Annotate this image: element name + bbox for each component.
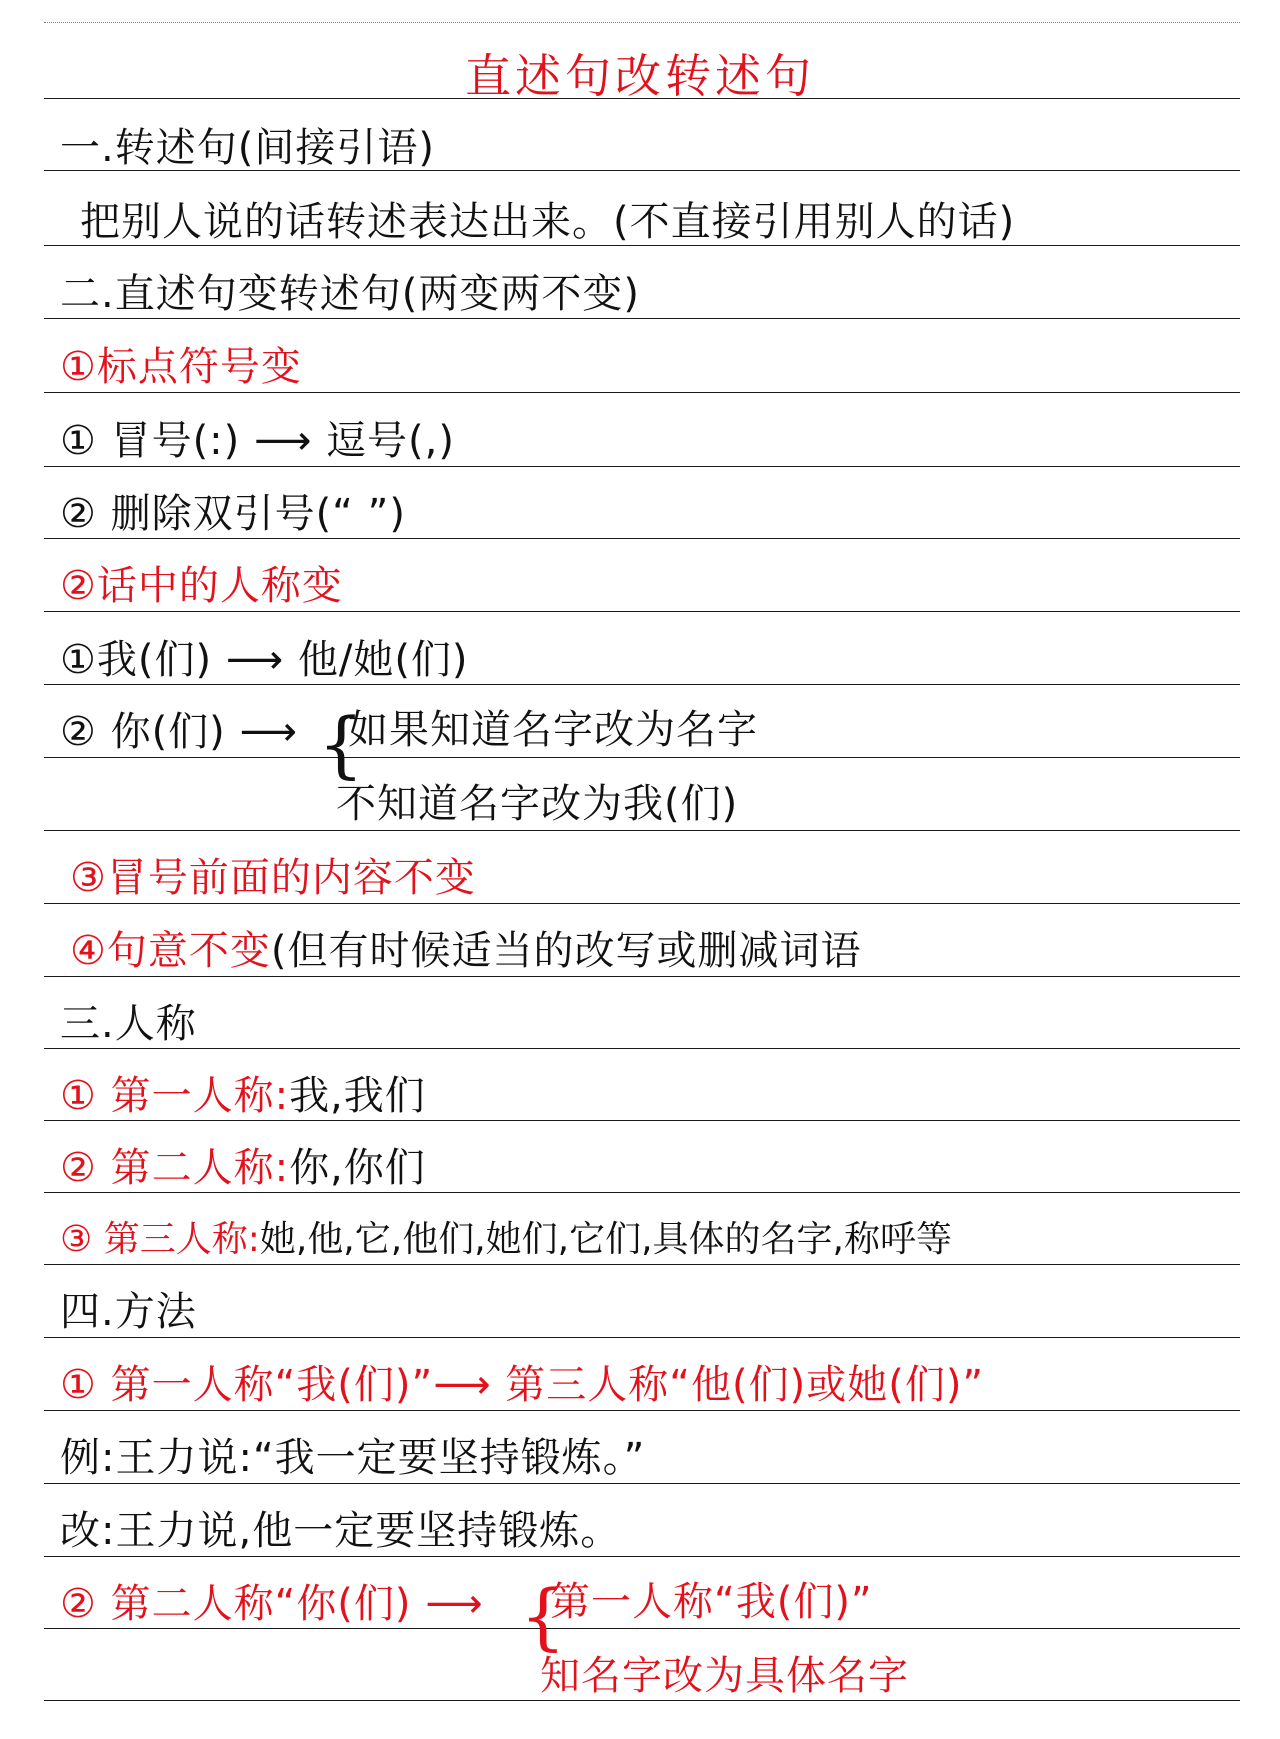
rule2-item-b: ② 你(们) ⟶ xyxy=(60,709,298,755)
change-label: 改: xyxy=(60,1508,116,1554)
rule4-row xyxy=(70,927,861,975)
rule-line xyxy=(44,318,1240,319)
method1: ① 第一人称“我(们)”⟶ 第三人称“他(们)或她(们)” xyxy=(60,1362,985,1408)
rule-line xyxy=(44,1700,1240,1701)
section2-heading: 二.直述句变转述句(两变两不变) xyxy=(60,271,640,317)
method2-option-1: 第一人称“我(们)” xyxy=(550,1579,873,1625)
rule-line xyxy=(44,1628,1240,1629)
section1-heading: 一.转述句(间接引语) xyxy=(60,125,435,171)
example-label: 例: xyxy=(60,1435,116,1481)
person2-label: ② 第二人称: xyxy=(60,1145,290,1191)
rule-line xyxy=(44,1192,1240,1193)
rule1-item-b: ② 删除双引号(“ ”) xyxy=(60,491,406,537)
rule-line xyxy=(44,392,1240,393)
rule-line xyxy=(44,903,1240,904)
change-row xyxy=(60,1507,621,1555)
rule-line xyxy=(44,1556,1240,1557)
person2-value: 你,你们 xyxy=(289,1145,426,1191)
method2: ② 第二人称“你(们) ⟶ xyxy=(60,1581,484,1627)
rule3-heading: ③冒号前面的内容不变 xyxy=(70,855,476,901)
rule4-note: (但有时候适当的改写或删减词语 xyxy=(270,928,862,974)
rule-line xyxy=(44,1337,1240,1338)
rule-line xyxy=(44,1120,1240,1121)
rule-line xyxy=(44,611,1240,612)
example-text: 王力说:“我一定要坚持锻炼。” xyxy=(115,1435,646,1481)
rule-line xyxy=(44,1264,1240,1265)
rule2-heading: ②话中的人称变 xyxy=(60,563,343,609)
person2-row xyxy=(60,1144,426,1192)
brace-icon: { xyxy=(318,702,364,786)
page-title: 直述句改转述句 xyxy=(465,49,815,103)
rule-line xyxy=(44,1410,1240,1411)
section4-heading: 四.方法 xyxy=(60,1289,197,1335)
rule-line xyxy=(44,830,1240,831)
person3-row xyxy=(60,1216,952,1264)
rule1-item-a: ① 冒号(:) ⟶ 逗号(,) xyxy=(60,418,455,464)
rule-line xyxy=(44,1483,1240,1484)
rule-line xyxy=(44,684,1240,685)
change-text: 王力说,他一定要坚持锻炼。 xyxy=(115,1508,622,1554)
top-dotted-rule xyxy=(44,22,1240,23)
person3-label: ③ 第三人称: xyxy=(60,1219,260,1260)
rule4-heading: ④句意不变 xyxy=(70,928,271,974)
rule-line xyxy=(44,1048,1240,1049)
rule-line xyxy=(44,757,1240,758)
rule2-option-2: 不知道名字改为我(们) xyxy=(336,781,739,827)
section3-heading: 三.人称 xyxy=(60,1001,197,1047)
method2-option-2: 知名字改为具体名字 xyxy=(540,1653,909,1699)
person1-value: 我,我们 xyxy=(289,1073,426,1119)
rule-line xyxy=(44,976,1240,977)
example-row xyxy=(60,1434,645,1482)
person1-label: ① 第一人称: xyxy=(60,1073,290,1119)
person3-value: 她,他,它,他们,她们,它们,具体的名字,称呼等 xyxy=(259,1219,952,1260)
rule2-item-a: ①我(们) ⟶ 他/她(们) xyxy=(60,637,469,683)
rule2-option-1: 如果知道名字改为名字 xyxy=(348,707,758,753)
rule-line xyxy=(44,466,1240,467)
rule1-heading: ①标点符号变 xyxy=(60,344,302,390)
rule-line xyxy=(44,538,1240,539)
brace-icon: { xyxy=(520,1574,566,1658)
person1-row xyxy=(60,1072,426,1120)
section1-definition: 把别人说的话转述表达出来。(不直接引用别人的话) xyxy=(80,199,1016,245)
